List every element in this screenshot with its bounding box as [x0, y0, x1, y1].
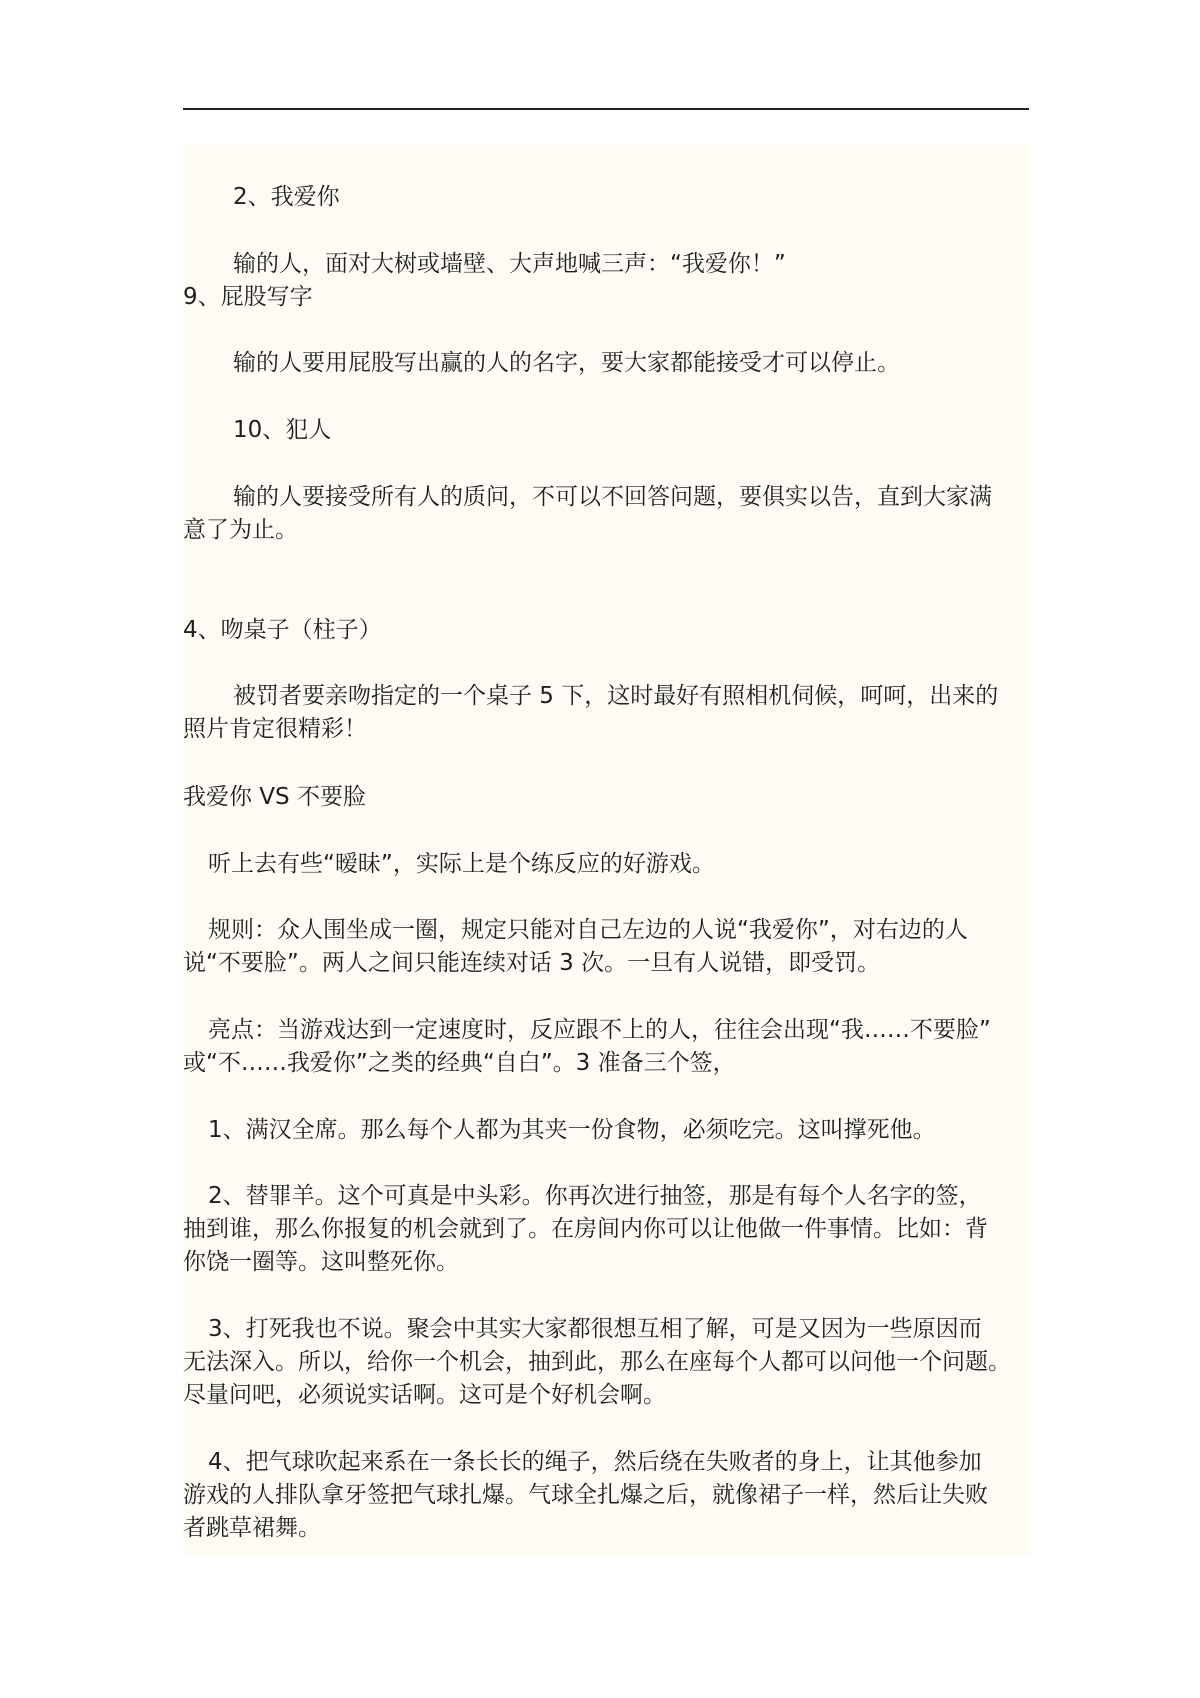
paragraph-line: 亮点：当游戏达到一定速度时，反应跟不上的人，往往会出现“我……不要脸”	[208, 1017, 991, 1043]
paragraph-line: 照片肯定很精彩！	[183, 716, 367, 742]
section-heading: 我爱你 VS 不要脸	[183, 784, 366, 810]
paragraph-line: 你饶一圈等。这叫整死你。	[183, 1249, 459, 1275]
paragraph-line: 说“不要脸”。两人之间只能连续对话 3 次。一旦有人说错，即受罚。	[183, 950, 881, 976]
paragraph-line: 无法深入。所以，给你一个机会，抽到此，那么在座每个人都可以问他一个问题。	[183, 1349, 1011, 1375]
paragraph-line: 尽量问吧，必须说实话啊。这可是个好机会啊。	[183, 1382, 666, 1408]
paragraph-line: 抽到谁，那么你报复的机会就到了。在房间内你可以让他做一件事情。比如：背	[183, 1216, 988, 1242]
paragraph-line: 游戏的人排队拿牙签把气球扎爆。气球全扎爆之后，就像裙子一样，然后让失败	[183, 1482, 988, 1508]
paragraph-line: 意了为止。	[183, 517, 298, 543]
item-heading: 2、我爱你	[233, 184, 340, 210]
paragraph-line: 听上去有些“暧昧”，实际上是个练反应的好游戏。	[208, 851, 715, 877]
item-heading: 10、犯人	[233, 417, 332, 443]
paragraph-line: 规则：众人围坐成一圈，规定只能对自己左边的人说“我爱你”，对右边的人	[208, 917, 968, 943]
paragraph-line: 3、打死我也不说。聚会中其实大家都很想互相了解，可是又因为一些原因而	[208, 1316, 982, 1342]
paragraph-line: 或“不……我爱你”之类的经典“自白”。3 准备三个签，	[183, 1050, 736, 1076]
top-rule	[183, 108, 1029, 110]
paragraph-line: 2、替罪羊。这个可真是中头彩。你再次进行抽签，那是有每个人名字的签，	[208, 1183, 982, 1209]
paragraph-line: 者跳草裙舞。	[183, 1515, 321, 1541]
item-heading: 4、吻桌子（柱子）	[183, 617, 382, 643]
paragraph-line: 被罚者要亲吻指定的一个桌子 5 下，这时最好有照相机伺候，呵呵，出来的	[233, 683, 999, 709]
paragraph-line: 输的人要接受所有人的质问，不可以不回答问题，要俱实以告，直到大家满	[233, 484, 992, 510]
paragraph-line: 4、把气球吹起来系在一条长长的绳子，然后绕在失败者的身上，让其他参加	[208, 1449, 982, 1475]
paragraph-line: 输的人，面对大树或墙壁、大声地喊三声：“我爱你！”	[233, 251, 786, 277]
item-heading: 9、屁股写字	[183, 284, 313, 310]
paragraph-line: 输的人要用屁股写出赢的人的名字，要大家都能接受才可以停止。	[233, 350, 900, 376]
paragraph-line: 1、满汉全席。那么每个人都为其夹一份食物，必须吃完。这叫撑死他。	[208, 1117, 936, 1143]
